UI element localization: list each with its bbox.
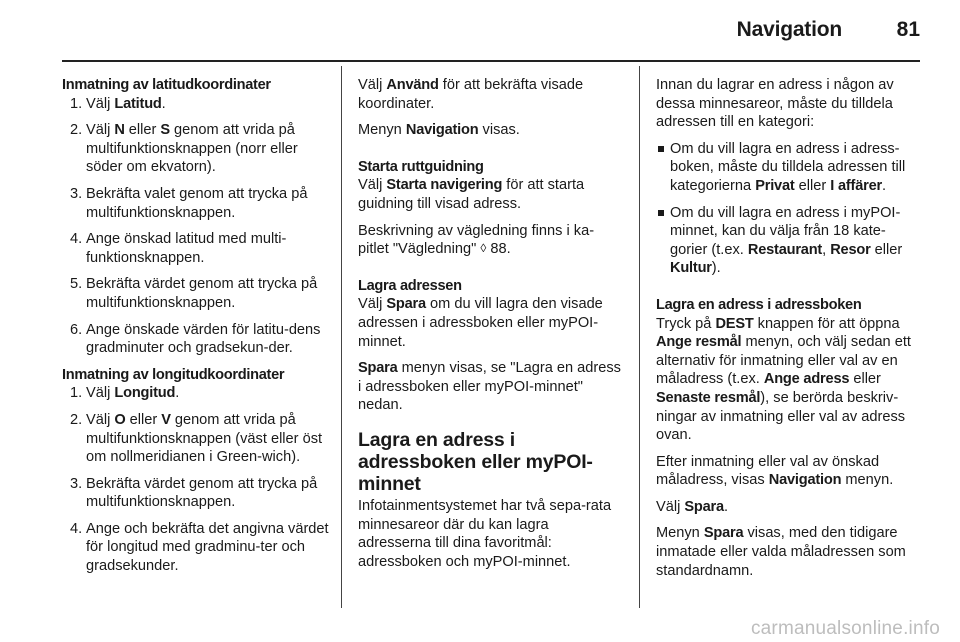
header-rule [62, 60, 920, 62]
list-item: 1. Välj Longitud. [70, 385, 180, 402]
paragraph: Välj Spara. [656, 498, 729, 515]
list-item: Om du vill lagra en adress i adress-boken, måste du tilldela adressen till kategorierna Privat eller I affärer. [656, 140, 922, 196]
paragraph: Beskrivning av vägledning finns i ka-pitlet "Vägledning" ◊ 88. [358, 222, 595, 258]
latitude-steps [62, 95, 330, 358]
column-2 [358, 76, 624, 579]
section-heading-save-addressbook: Lagra en adress i adressboken [656, 296, 862, 313]
square-bullet-icon [658, 210, 664, 216]
list-item: Om du vill lagra en adress i myPOI-minnet, kan du välja från 18 kate-gorier (t.ex. Restaurant, Resor eller Kultur). [656, 204, 922, 278]
watermark: carmanualsonline.info [750, 618, 940, 639]
square-bullet-icon [658, 146, 664, 152]
paragraph: Välj Starta navigering för att starta guidning till visad adress. [358, 177, 585, 212]
paragraph: Välj Använd för att bekräfta visade koordinater. [358, 77, 584, 112]
paragraph: Menyn Spara visas, med den tidigare inmatade eller valda måladressen som standardnamn. [656, 525, 906, 579]
paragraph: Infotainmentsystemet har två sepa-rata minnesareor där du kan lagra adresserna till dina favoritmål: adressboken och myPOI-minnet. [358, 497, 612, 570]
paragraph: Spara menyn visas, se "Lagra en adress i adressboken eller myPOI-minnet" nedan. [358, 360, 621, 414]
paragraph: Välj Spara om du vill lagra den visade adressen i adressboken eller myPOI-minnet. [358, 296, 603, 350]
column-1 [62, 76, 330, 584]
column-divider [341, 66, 342, 608]
category-bullets [656, 140, 922, 278]
list-item: 3. Bekräfta värdet genom att trycka på multifunktionsknappen. [70, 475, 318, 511]
section-heading-longitude: Inmatning av longitudkoordinater [62, 366, 285, 383]
list-item: 4. Ange och bekräfta det angivna värdet för longitud med gradminu-ter och gradsekunder. [70, 520, 329, 575]
paragraph: Tryck på DEST knappen för att öppna Ange resmål menyn, och välj sedan ett alternativ för inmatning eller val av en måladress (t.ex. Ange adress eller Senaste resmål), se berörda beskriv-ningar av inmatning eller val av adress ovan. [656, 315, 911, 444]
list-item: 2. Välj O eller V genom att vrida på multifunktionsknappen (väst eller öst om nollmeridianen i Green-wich). [70, 411, 323, 466]
list-item: 4. Ange önskad latitud med multi-funktionsknappen. [70, 231, 287, 266]
longitude-steps [62, 384, 330, 575]
paragraph: Efter inmatning eller val av önskad måladress, visas Navigation menyn. [656, 453, 894, 489]
section-title: Lagra en adress i adressboken eller myPOI-minnet [358, 428, 593, 495]
column-3 [656, 76, 922, 588]
paragraph: Menyn Navigation visas. [358, 122, 520, 139]
list-item: 3. Bekräfta valet genom att trycka på multifunktionsknappen. [70, 185, 308, 221]
page-title: Navigation [736, 18, 842, 41]
section-heading-latitude: Inmatning av latitudkoordinater [62, 77, 271, 93]
page-reference-icon: ◊ [480, 241, 487, 256]
list-item: 5. Bekräfta värdet genom att trycka på multifunktionsknappen. [70, 276, 318, 311]
section-heading-save-address: Lagra adressen [358, 277, 462, 294]
section-heading-start-guidance: Starta ruttguidning [358, 158, 484, 175]
list-item: 1. Välj Latitud. [70, 95, 166, 112]
list-item: 2. Välj N eller S genom att vrida på multifunktionsknappen (norr eller söder om ekvatorn). [70, 122, 298, 176]
page-number: 81 [896, 18, 920, 41]
list-item: 6. Ange önskade värden för latitu-dens gradminuter och gradsekun-der. [70, 321, 321, 357]
paragraph: Innan du lagrar en adress i någon av dessa minnesareor, måste du tilldela adressen till en kategori: [656, 77, 894, 131]
column-divider [639, 66, 640, 608]
